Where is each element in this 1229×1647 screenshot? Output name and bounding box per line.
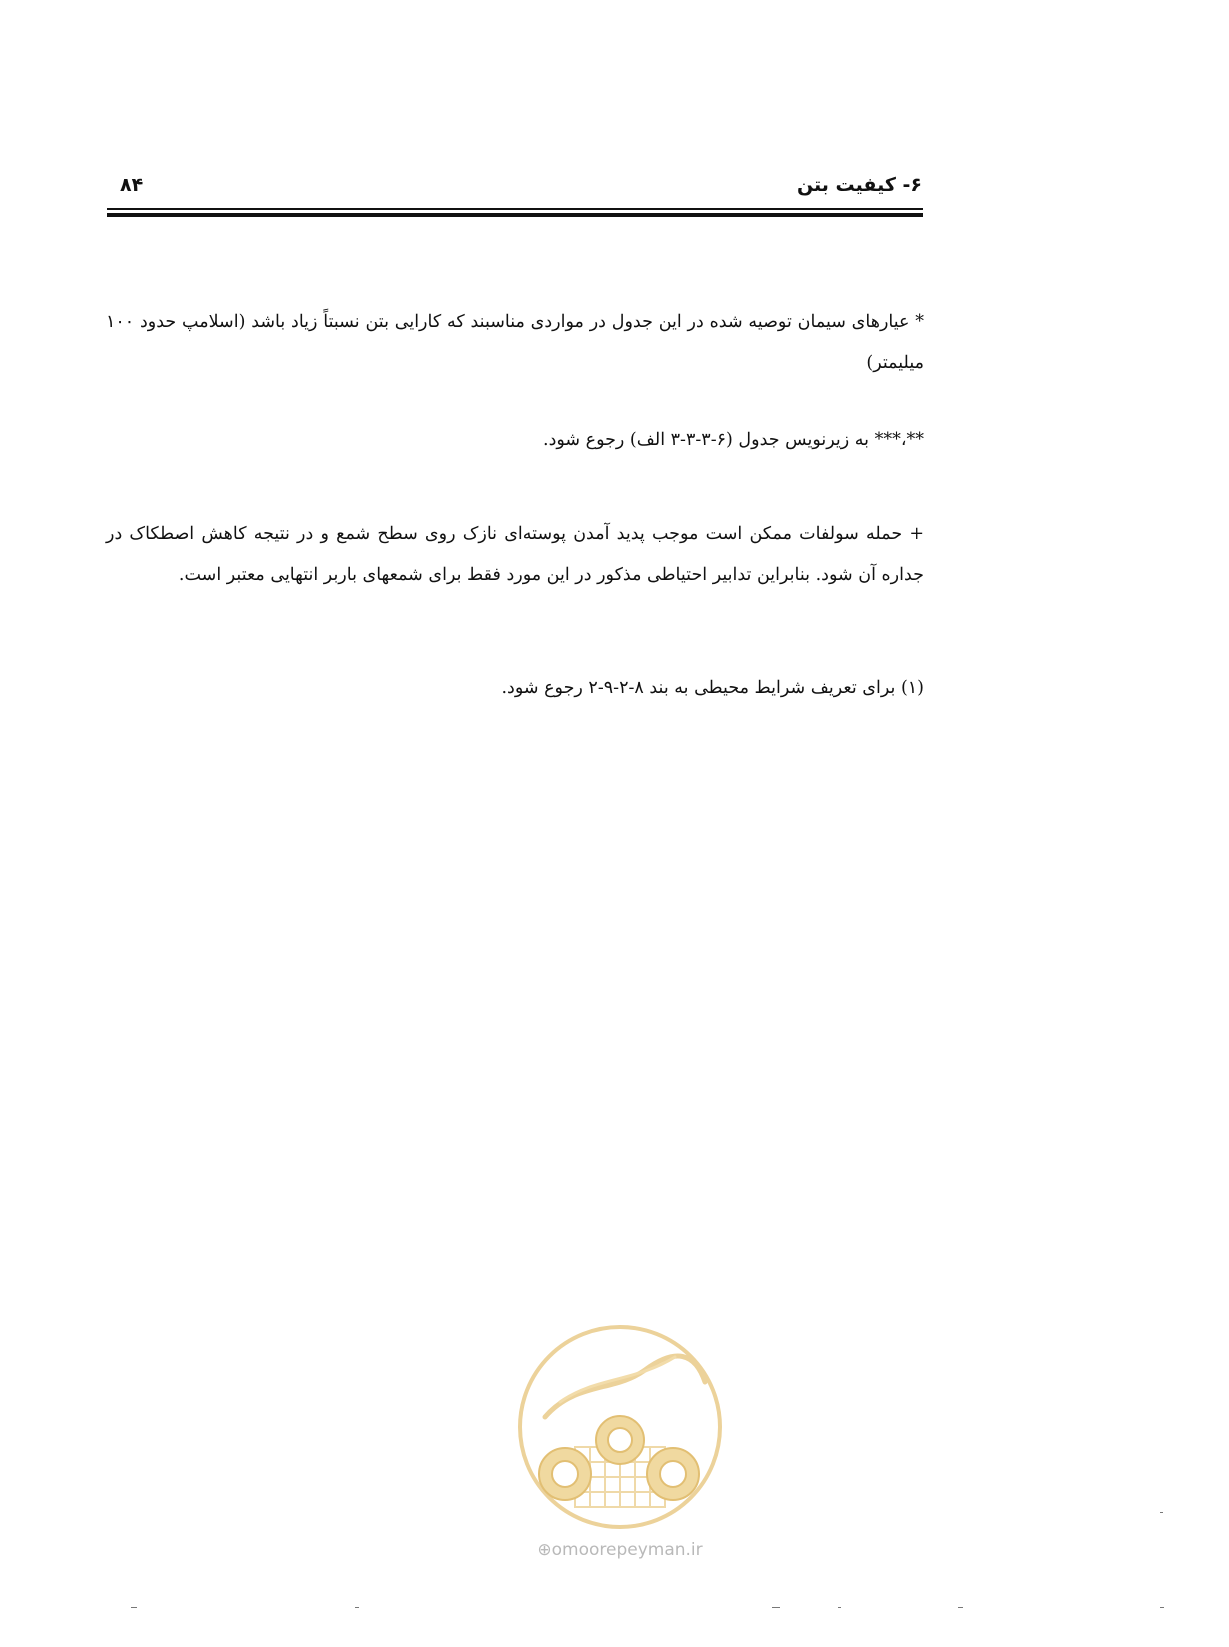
scan-speck — [355, 1607, 359, 1608]
scan-speck — [838, 1607, 841, 1608]
footnote-table-reference: **،*** به زیرنویس جدول (۶-۳-۳-۳ الف) رجوع شود. — [543, 430, 924, 450]
header-rule-thick — [107, 213, 923, 217]
watermark-seal-icon — [505, 1322, 735, 1537]
watermark-site-text: ⊕omoorepeyman.ir — [537, 1540, 703, 1560]
scan-speck — [1160, 1512, 1163, 1513]
scan-speck — [131, 1607, 137, 1608]
scan-speck — [1160, 1607, 1164, 1608]
header-rule-thin — [107, 208, 923, 210]
footnote-environment-definition: (۱) برای تعریف شرایط محیطی به بند ۸-۲-۹-۲ رجوع شود. — [501, 678, 924, 698]
chapter-title: ۶- کیفیت بتن — [796, 174, 922, 196]
watermark-logo — [505, 1322, 735, 1582]
scan-speck — [772, 1607, 780, 1608]
footnote-cement-content: * عیارهای سیمان توصیه شده در این جدول در مواردی مناسبند که کارایی بتن نسبتاً زیاد باشد (اسلامپ حدود ۱۰۰ میلیمتر) — [106, 312, 924, 373]
footnote-sulfate-attack: + حمله سولفات ممکن است موجب پدید آمدن پوسته‌ای نازک روی سطح شمع و در نتیجه کاهش اصطکاک در جداره آن شود. بنابراین تدابیر احتیاطی مذکور در این مورد فقط برای شمعهای باربر انتهایی معتبر است. — [106, 524, 924, 585]
scan-speck — [958, 1607, 963, 1608]
page-number: ۸۴ — [120, 174, 144, 196]
page-header — [110, 172, 922, 206]
globe-icon: ⊕ — [537, 1540, 552, 1560]
